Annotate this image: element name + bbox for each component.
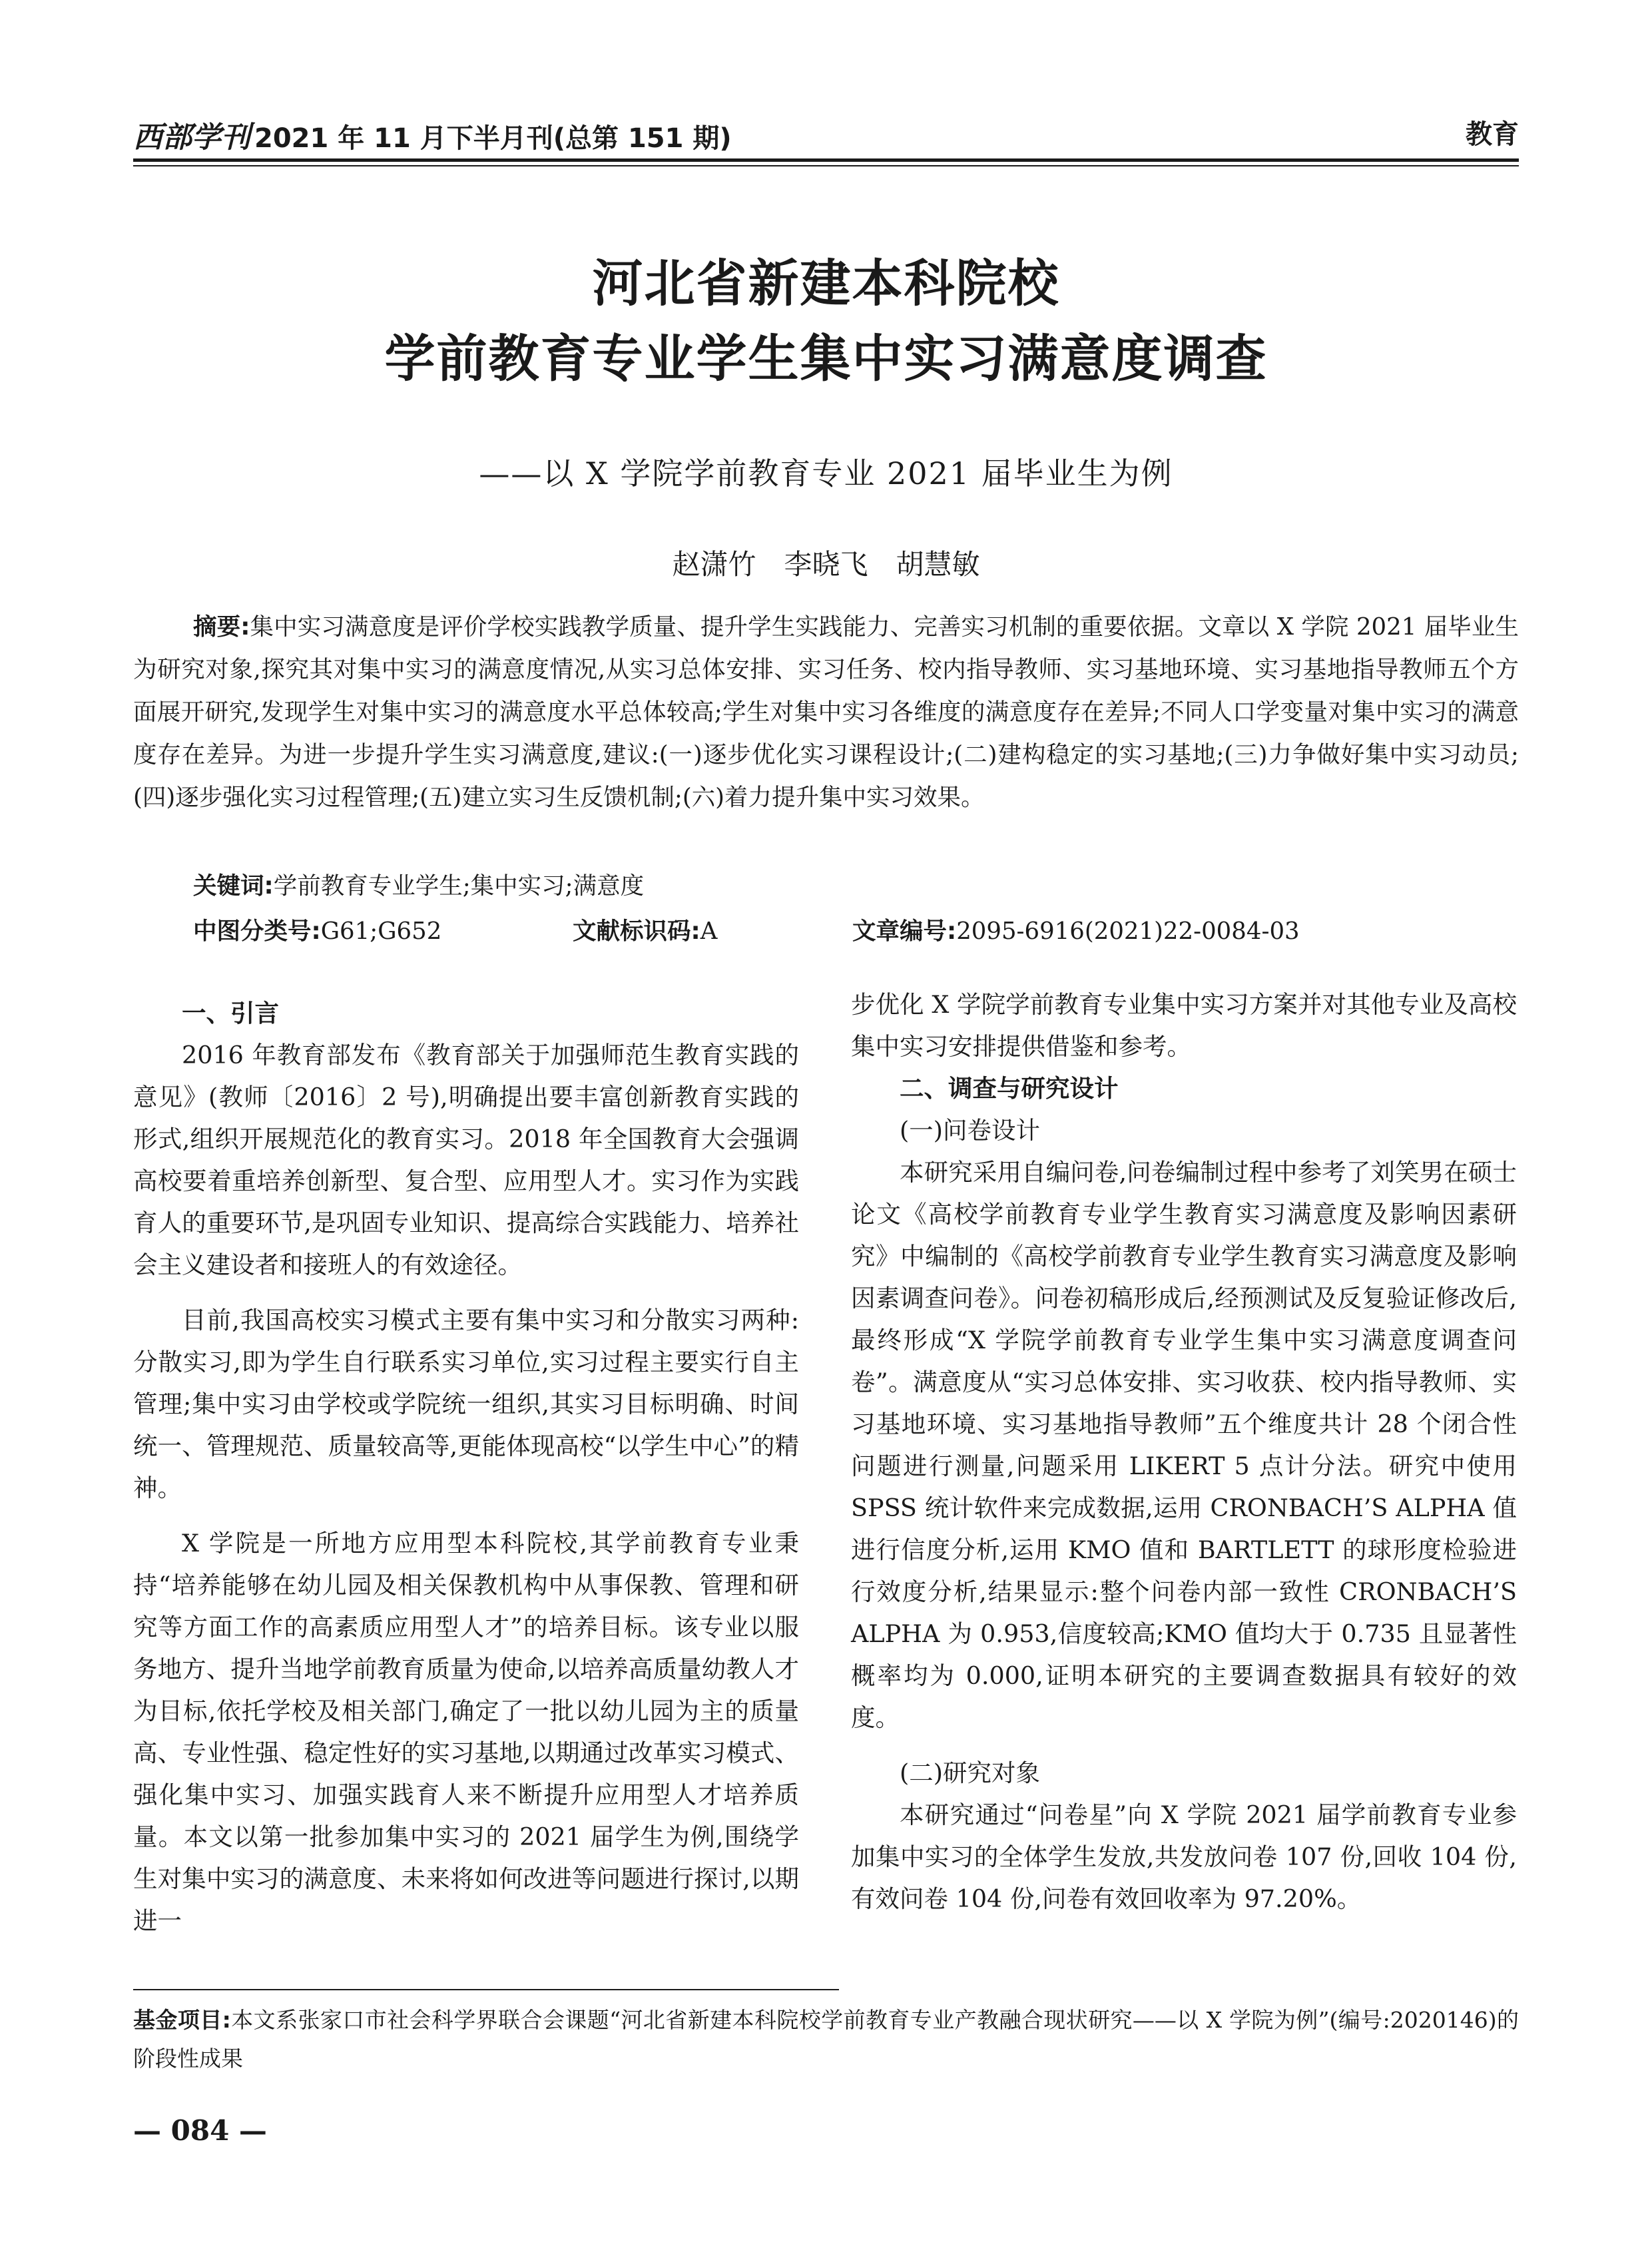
paragraph-5: 本研究通过“问卷星”向 X 学院 2021 届学前教育专业参加集中实习的全体学生发放,共发放问卷 107 份,回收 104 份,有效问卷 104 份,问卷有效回收率为 97.20%。 [851, 1801, 1517, 1913]
page-number: — 084 — [133, 2114, 267, 2147]
doc-label: 文献标识码: [573, 918, 700, 945]
paragraph-3-continued: 步优化 X 学院学前教育专业集中实习方案并对其他专业及高校集中实习安排提供借鉴和参考。 [851, 990, 1517, 1061]
paragraph-3: X 学院是一所地方应用型本科院校,其学前教育专业秉持“培养能够在幼儿园及相关保教机构中从事保教、管理和研究等方面工作的高素质应用型人才”的培养目标。该专业以服务地方、提升当地学前教育质量为使命,以培养高质量幼教人才为目标,依托学校及相关部门,确定了一批以幼儿园为主的质量高、专业性强、稳定性好的实习基地,以期通过改革实习模式、强化集中实习、加强实践育人来不断提升应用型人才培养质量。本文以第一批参加集中实习的 2021 届学生为例,围绕学生对集中实习的满意度、未来将如何改进等问题进行探讨,以期进一 [133, 1529, 799, 1935]
footnote-rule [133, 1989, 839, 1990]
keywords-text: 学前教育专业学生;集中实习;满意度 [273, 872, 645, 900]
left-column [133, 992, 799, 1942]
journal-info [133, 113, 732, 156]
subtitle: ——以 X 学院学前教育专业 2021 届毕业生为例 [479, 455, 1173, 491]
article-value: 2095-6916(2021)22-0084-03 [956, 918, 1300, 945]
title-line-2: 学前教育专业学生集中实习满意度调查 [384, 329, 1268, 388]
journal-logo: 西部学刊 [133, 121, 250, 154]
authors: 赵潇竹 李晓飞 胡慧敏 [672, 548, 980, 581]
running-header [133, 107, 1519, 160]
clc-label: 中图分类号: [193, 918, 321, 945]
title-line-1: 河北省新建本科院校 [592, 254, 1060, 313]
header-rule-thin [133, 165, 1519, 166]
heading-design: 二、调查与研究设计 [900, 1074, 1119, 1103]
document-code [573, 912, 717, 946]
abstract [133, 606, 1519, 819]
clc-number [193, 912, 441, 946]
heading-introduction: 一、引言 [182, 999, 279, 1027]
abstract-label: 摘要: [193, 613, 250, 641]
footnote-text: 本文系张家口市社会科学界联合会课题“河北省新建本科院校学前教育专业产教融合现状研究——以 X 学院为例”(编号:2020146)的阶段性成果 [133, 2007, 1519, 2072]
keywords-label: 关键词: [193, 872, 274, 900]
article-number [852, 912, 1300, 946]
right-column [851, 983, 1517, 1920]
article-label: 文章编号: [852, 918, 957, 945]
doc-value: A [700, 918, 718, 945]
abstract-text: 集中实习满意度是评价学校实践教学质量、提升学生实践能力、完善实习机制的重要依据。文章以 X 学院 2021 届毕业生为研究对象,探究其对集中实习的满意度情况,从实习总体安排、实习任务、校内指导教师、实习基地环境、实习基地指导教师五个方面展开研究,发现学生对集中实习的满意度水平总体较高;学生对集中实习各维度的满意度存在差异;不同人口学变量对集中实习的满意度存在差异。为进一步提升学生实习满意度,建议:(一)逐步优化实习课程设计;(二)建构稳定的实习基地;(三)力争做好集中实习动员;(四)逐步强化实习过程管理;(五)建立实习生反馈机制;(六)着力提升集中实习效果。 [133, 613, 1519, 811]
section-tag: 教育 [1466, 119, 1519, 150]
footnote [133, 2001, 1519, 2078]
footnote-label: 基金项目: [133, 2007, 231, 2033]
heading-subjects: (二)研究对象 [900, 1759, 1040, 1787]
heading-questionnaire: (一)问卷设计 [900, 1116, 1040, 1145]
journal-issue: 2021 年 11 月下半月刊(总第 151 期) [254, 123, 732, 154]
clc-value: G61;G652 [320, 918, 442, 945]
keywords [193, 867, 644, 901]
header-rule [133, 158, 1519, 162]
paragraph-2: 目前,我国高校实习模式主要有集中实习和分散实习两种:分散实习,即为学生自行联系实习单位,实习过程主要实行自主管理;集中实习由学校或学院统一组织,其实习目标明确、时间统一、管理规范、质量较高等,更能体现高校“以学生中心”的精神。 [133, 1306, 799, 1502]
paragraph-1: 2016 年教育部发布《教育部关于加强师范生教育实践的意见》(教师〔2016〕2 号),明确提出要丰富创新教育实践的形式,组织开展规范化的教育实习。2018 年全国教育大会强调高校要着重培养创新型、复合型、应用型人才。实习作为实践育人的重要环节,是巩固专业知识、提高综合实践能力、培养社会主义建设者和接班人的有效途径。 [133, 1041, 799, 1279]
paragraph-4: 本研究采用自编问卷,问卷编制过程中参考了刘笑男在硕士论文《高校学前教育专业学生教育实习满意度及影响因素研究》中编制的《高校学前教育专业学生教育实习满意度及影响因素调查问卷》。问卷初稿形成后,经预测试及反复验证修改后,最终形成“X 学院学前教育专业学生集中实习满意度调查问卷”。满意度从“实习总体安排、实习收获、校内指导教师、实习基地环境、实习基地指导教师”五个维度共计 28 个闭合性问题进行测量,问题采用 LIKERT 5 点计分法。研究中使用 SPSS 统计软件来完成数据,运用 CRONBACH’S ALPHA 值进行信度分析,运用 KMO 值和 BARTLETT 的球形度检验进行效度分析,结果显示:整个问卷内部一致性 CRONBACH’S ALPHA 为 0.953,信度较高;KMO 值均大于 0.735 且显著性概率均为 0.000,证明本研究的主要调查数据具有较好的效度。 [851, 1158, 1517, 1732]
